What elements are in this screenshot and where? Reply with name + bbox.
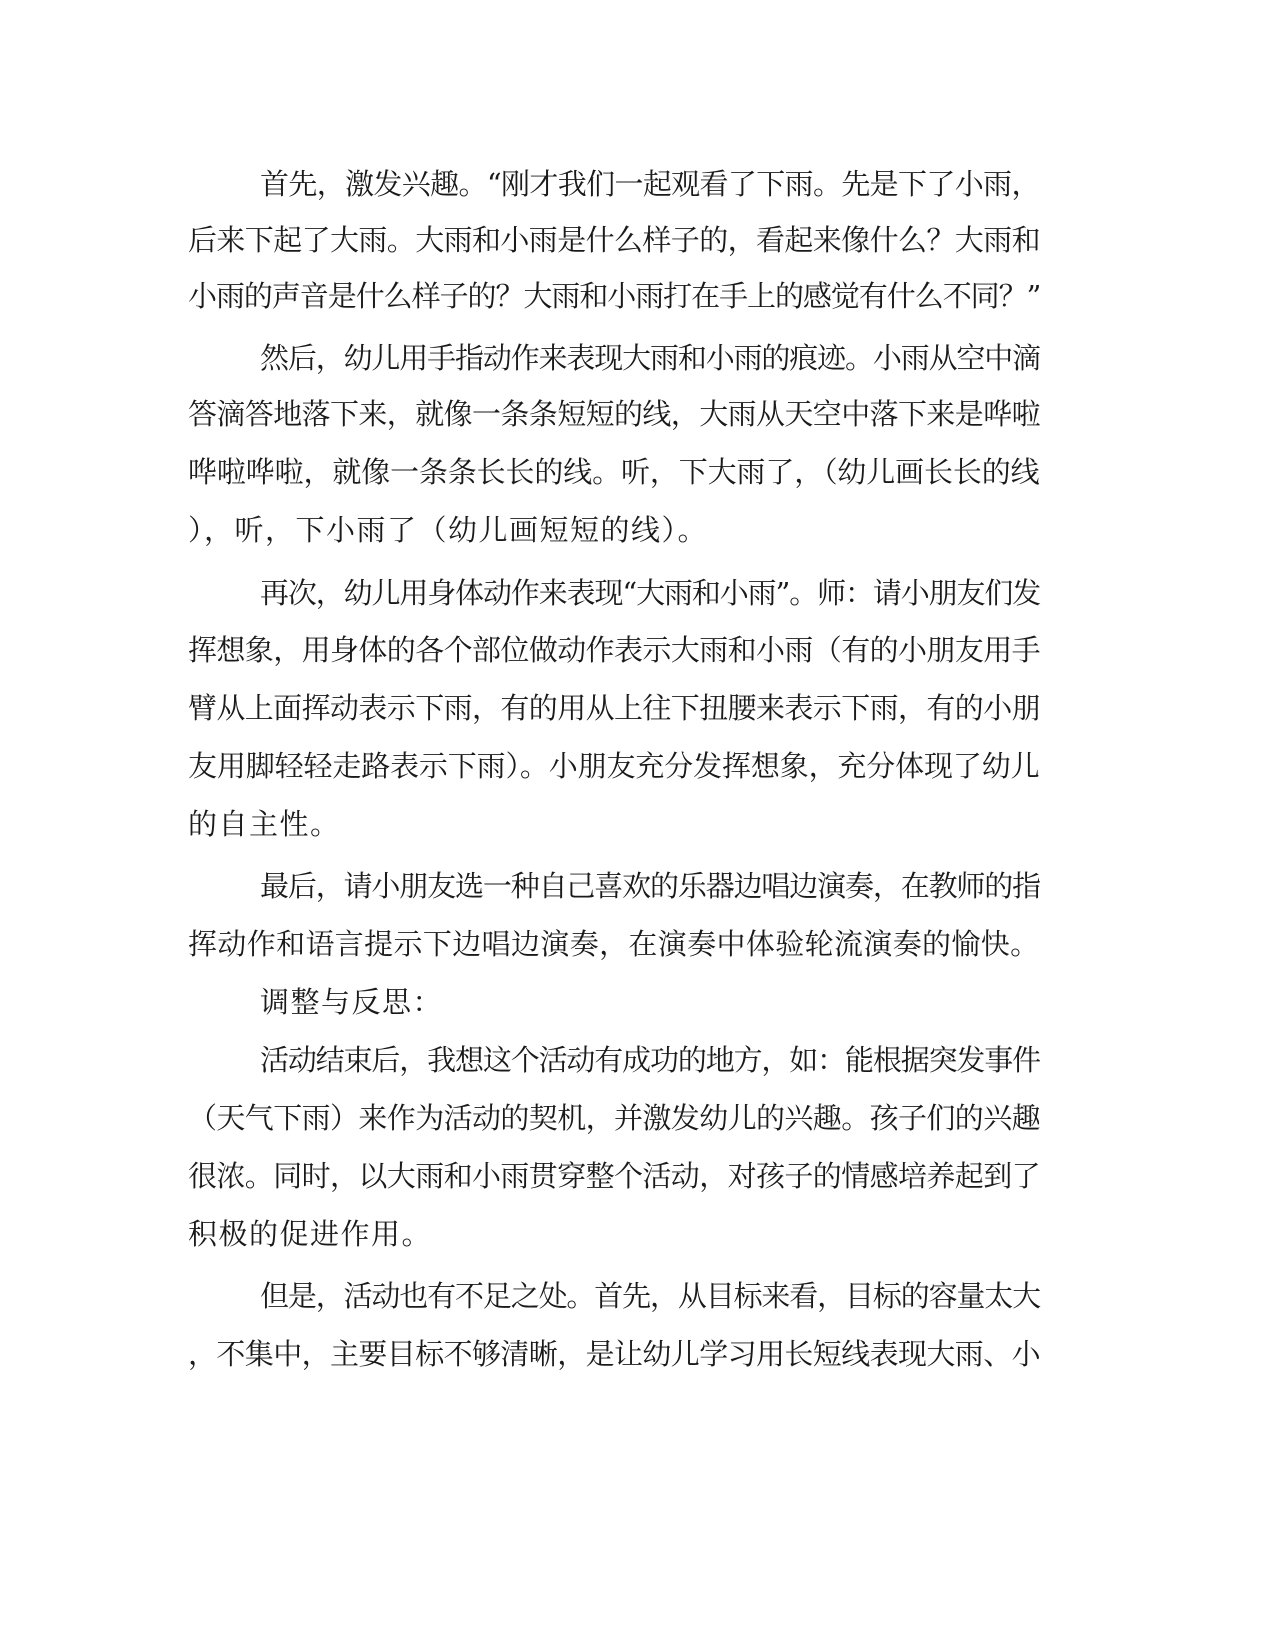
section-heading: 调整与反思：	[260, 985, 444, 1019]
text-line: 哗啦哗啦，就像一条条长长的线。听，下大雨了，（幼儿画长长的线	[188, 455, 1040, 489]
text-line: 然后，幼儿用手指动作来表现大雨和小雨的痕迹。小雨从空中滴	[260, 341, 1041, 375]
text-line: 后来下起了大雨。大雨和小雨是什么样子的，看起来像什么？大雨和	[188, 223, 1041, 257]
text-line: 很浓。同时，以大雨和小雨贯穿整个活动，对孩子的情感培养起到了	[188, 1159, 1041, 1193]
text-line: 但是，活动也有不足之处。首先，从目标来看，目标的容量太大	[260, 1279, 1041, 1313]
text-line: 臂从上面挥动表示下雨，有的用从上往下扭腰来表示下雨，有的小朋	[188, 691, 1041, 725]
text-line: 的自主性。	[188, 807, 341, 841]
text-line: 活动结束后，我想这个活动有成功的地方，如：能根据突发事件	[260, 1043, 1041, 1077]
text-line: ，不集中，主要目标不够清晰，是让幼儿学习用长短线表现大雨、小	[188, 1337, 1041, 1371]
text-line: 积极的促进作用。	[188, 1217, 433, 1251]
text-line: 小雨的声音是什么样子的？大雨和小雨打在手上的感觉有什么不同？”	[188, 279, 1041, 313]
text-line: 友用脚轻轻走路表示下雨）。小朋友充分发挥想象，充分体现了幼儿	[188, 749, 1040, 783]
text-line: 首先，激发兴趣。“刚才我们一起观看了下雨。先是下了小雨，	[260, 167, 1040, 201]
text-line: 挥动作和语言提示下边唱边演奏，在演奏中体验轮流演奏的愉快。	[188, 927, 1040, 961]
text-line: （天气下雨）来作为活动的契机，并激发幼儿的兴趣。孩子们的兴趣	[188, 1101, 1041, 1135]
text-line: ），听，下小雨了（幼儿画短短的线）。	[188, 513, 709, 547]
text-line: 最后，请小朋友选一种自己喜欢的乐器边唱边演奏，在教师的指	[260, 869, 1041, 903]
text-line: 挥想象，用身体的各个部位做动作表示大雨和小雨（有的小朋友用手	[188, 633, 1041, 667]
text-line: 答滴答地落下来，就像一条条短短的线，大雨从天空中落下来是哗啦	[188, 397, 1041, 431]
text-line: 再次，幼儿用身体动作来表现“大雨和小雨”。师：请小朋友们发	[260, 576, 1041, 610]
